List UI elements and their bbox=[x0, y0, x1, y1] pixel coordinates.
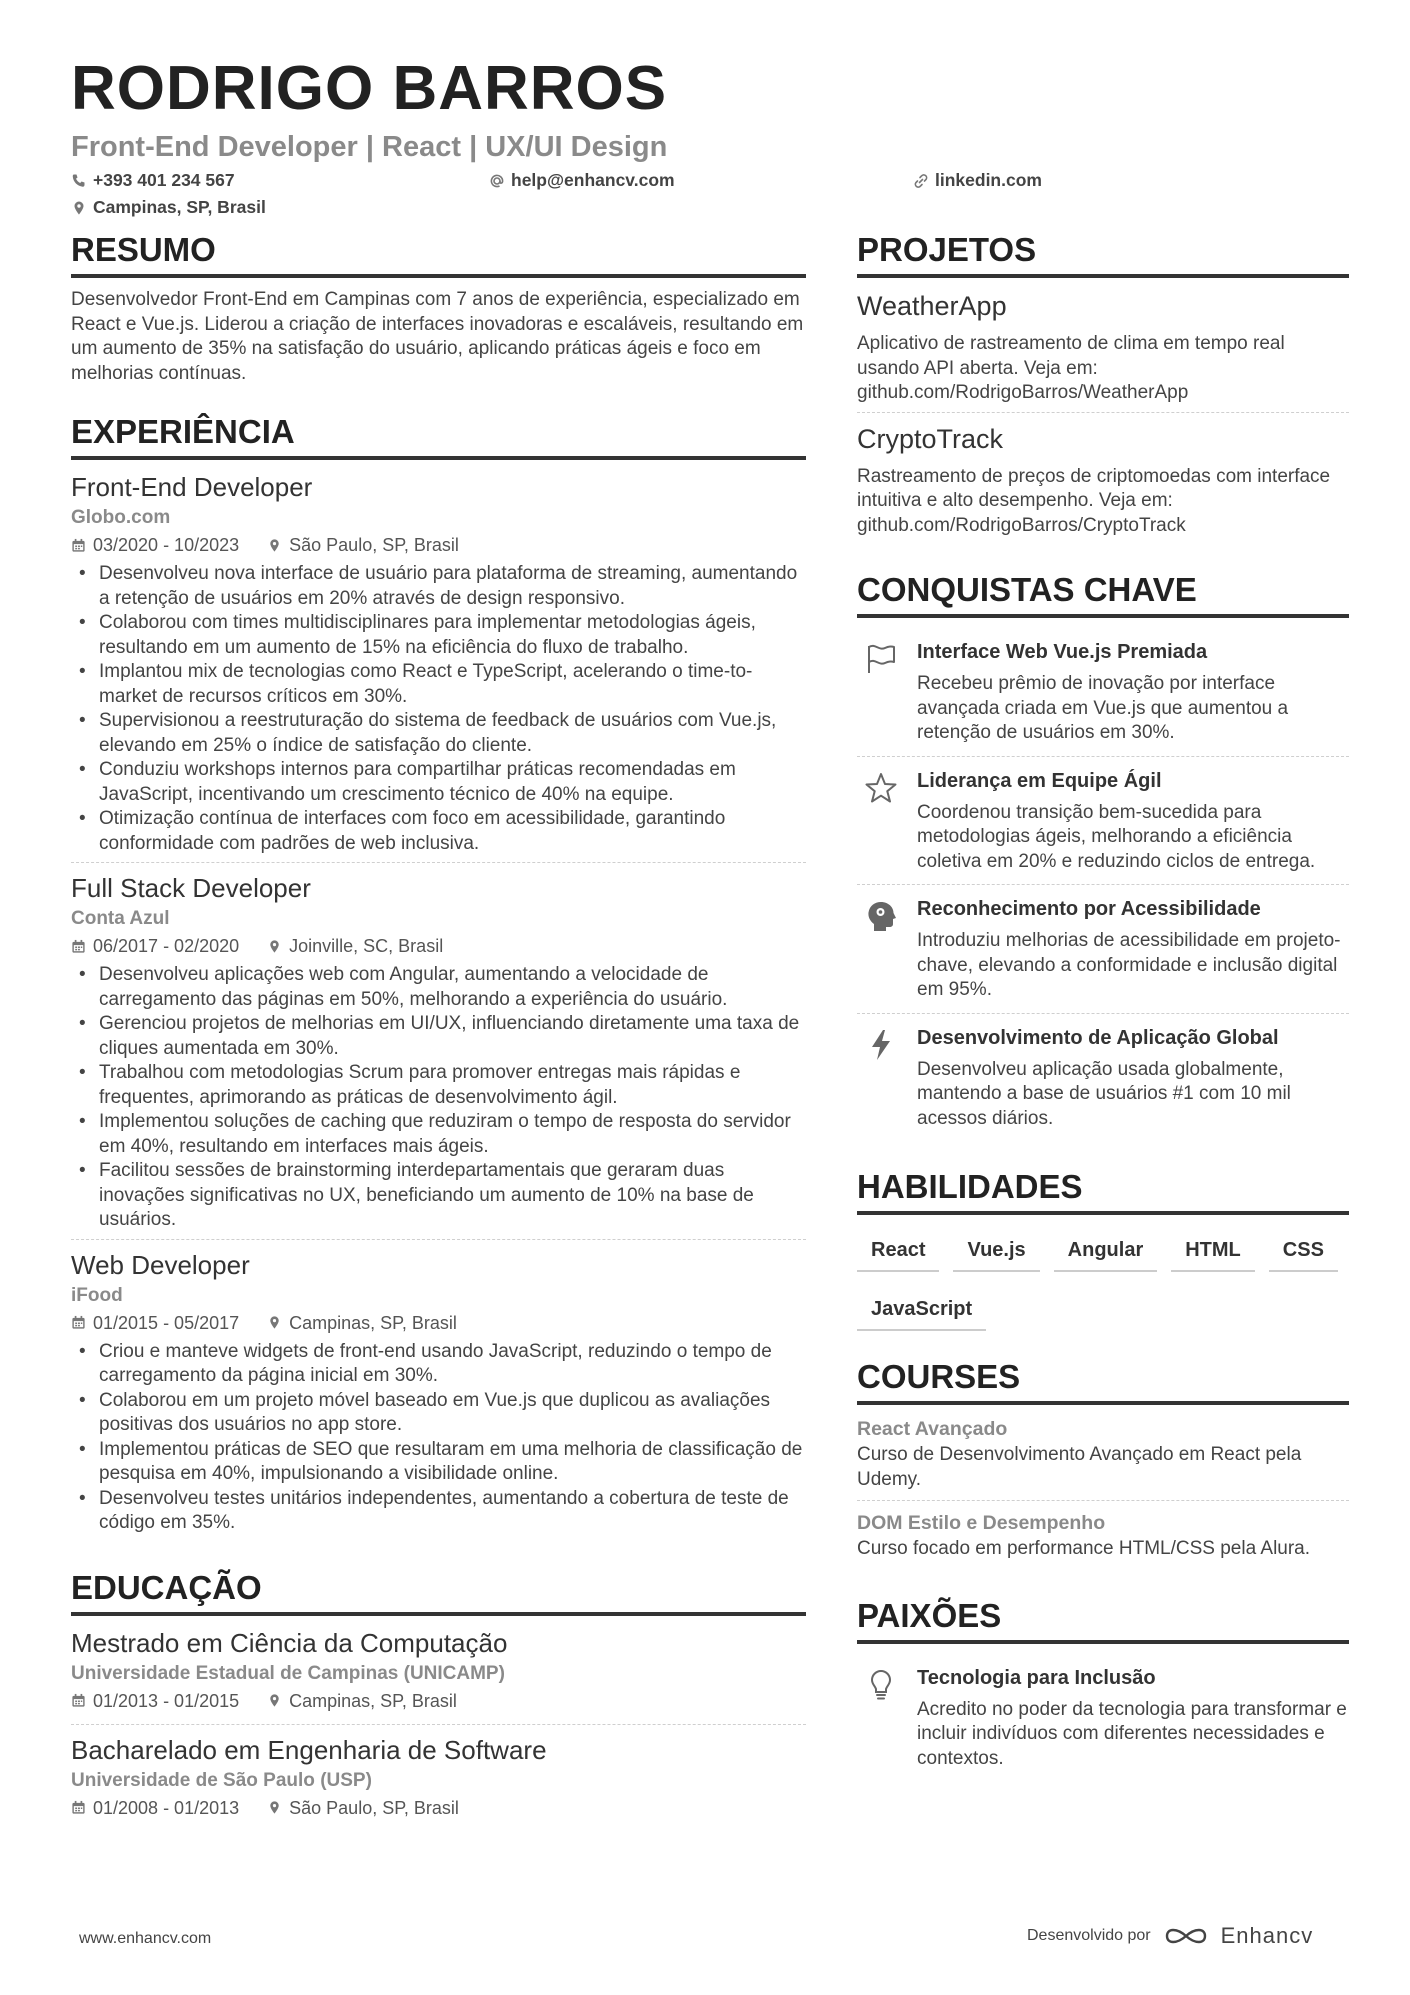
contact-info bbox=[71, 170, 1351, 226]
passion-text: Acredito no poder da tecnologia para transformar e incluir indivíduos com diferentes necessidades e contextos. bbox=[917, 1698, 1347, 1769]
linkedin-text: linkedin.com bbox=[935, 170, 1042, 190]
bullet-item: • Colaborou em um projeto móvel baseado em Vue.js que duplicou as avaliações positivas dos usuários no app store. bbox=[71, 1389, 806, 1438]
passion-title: Tecnologia para Inclusão bbox=[917, 1666, 1156, 1689]
job-title: Web Developer bbox=[71, 1249, 250, 1280]
achievement-icon-wrap bbox=[857, 767, 905, 875]
brand-name: Enhancv bbox=[1220, 1923, 1314, 1948]
job-location-text: Campinas, SP, Brasil bbox=[289, 1312, 457, 1333]
right-column bbox=[857, 228, 1349, 1805]
education-location bbox=[267, 1795, 459, 1821]
course-entry bbox=[857, 1500, 1349, 1570]
achievement-item bbox=[857, 756, 1349, 885]
contact-location bbox=[71, 197, 266, 218]
calendar-icon bbox=[71, 1800, 86, 1815]
star-icon bbox=[864, 771, 898, 805]
job-bullets bbox=[71, 1340, 806, 1536]
achievement-icon-wrap bbox=[857, 895, 905, 1003]
job-meta bbox=[71, 532, 806, 558]
education-dates-text: 01/2008 - 01/2013 bbox=[93, 1797, 240, 1818]
education-title: EDUCAÇÃO bbox=[71, 1566, 806, 1616]
achievement-text: Introduziu melhorias de acessibilidade em projeto-chave, elevando a conformidade e inclusão digital em 95%. bbox=[917, 930, 1341, 1000]
course-description: Curso focado em performance HTML/CSS pela Alura. bbox=[857, 1538, 1311, 1559]
achievement-title: Liderança em Equipe Ágil bbox=[917, 769, 1162, 792]
phone-icon bbox=[71, 173, 87, 189]
course-name: DOM Estilo e Desempenho bbox=[857, 1512, 1106, 1534]
bullet-item: • Gerenciou projetos de melhorias em UI/UX, influenciando diretamente uma taxa de cliques aumentada em 30%. bbox=[71, 1012, 806, 1061]
job-location-text: Joinville, SC, Brasil bbox=[289, 936, 444, 956]
achievement-item bbox=[857, 1013, 1349, 1142]
achievement-title: Desenvolvimento de Aplicação Global bbox=[917, 1026, 1279, 1049]
project-description: Aplicativo de rastreamento de clima em tempo real usando API aberta. Veja em: github.com/RodrigoBarros/WeatherApp bbox=[857, 333, 1285, 403]
calendar-icon bbox=[71, 1693, 86, 1708]
job-dates bbox=[71, 1310, 239, 1336]
job-meta bbox=[71, 933, 806, 959]
job-title: Full Stack Developer bbox=[71, 873, 311, 903]
bullet-item: • Conduziu workshops internos para compartilhar práticas recomendadas em JavaScript, incentivando um crescimento técnico de 40% na equipe. bbox=[71, 758, 806, 807]
bullet-item: • Implementou soluções de caching que reduziram o tempo de resposta do servidor em 40%, resultando em interfaces mais ágeis. bbox=[71, 1110, 806, 1159]
skill-tag: React bbox=[857, 1233, 939, 1272]
job-location-text: São Paulo, SP, Brasil bbox=[289, 535, 459, 555]
bullet-item: • Facilitou sessões de brainstorming interdepartamentais que geraram duas inovações significativas no UX, beneficiando um aumento de 10% na base de usuários. bbox=[71, 1159, 806, 1233]
course-name: React Avançado bbox=[857, 1418, 1008, 1440]
education-location-text: São Paulo, SP, Brasil bbox=[289, 1797, 459, 1818]
experience-section bbox=[71, 410, 806, 1542]
location-pin-icon bbox=[267, 1800, 282, 1815]
projects-section bbox=[857, 228, 1349, 544]
skill-tag: HTML bbox=[1171, 1233, 1255, 1272]
achievement-body bbox=[917, 1024, 1349, 1132]
calendar-icon bbox=[71, 939, 86, 954]
education-location bbox=[267, 1688, 457, 1714]
bullet-item: • Desenvolveu nova interface de usuário para plataforma de streaming, aumentando a retenção de usuários em 20% através de design responsivo. bbox=[71, 562, 806, 611]
bullet-item: • Desenvolveu testes unitários independentes, aumentando a cobertura de teste de código em 35%. bbox=[71, 1487, 806, 1536]
calendar-icon bbox=[71, 1315, 86, 1330]
head-icon bbox=[864, 899, 898, 933]
candidate-subtitle: Front-End Developer | React | UX/UI Design bbox=[71, 131, 668, 163]
education-meta bbox=[71, 1688, 806, 1714]
school-name: Universidade Estadual de Campinas (UNICAMP) bbox=[71, 1662, 505, 1684]
summary-title: RESUMO bbox=[71, 228, 806, 278]
passion-item bbox=[857, 1654, 1349, 1782]
achievement-icon-wrap bbox=[857, 1024, 905, 1132]
achievement-body bbox=[917, 767, 1349, 875]
education-entry bbox=[71, 1626, 806, 1724]
education-dates bbox=[71, 1688, 239, 1714]
job-dates-text: 06/2017 - 02/2020 bbox=[93, 936, 240, 956]
job-bullets bbox=[71, 963, 806, 1233]
left-column bbox=[71, 228, 806, 1855]
powered-by-text: Desenvolvido por bbox=[1027, 1927, 1151, 1944]
passions-section bbox=[857, 1594, 1349, 1782]
skills-section bbox=[857, 1165, 1349, 1331]
achievement-text: Recebeu prêmio de inovação por interface avançada criada em Vue.js que aumentou a retenção de usuários em 30%. bbox=[917, 673, 1289, 743]
bullet-item: • Implementou práticas de SEO que resultaram em uma melhoria de classificação de pesquisa em 40%, impulsionando a visibilidade online. bbox=[71, 1438, 806, 1487]
location-pin-icon bbox=[267, 1693, 282, 1708]
degree-title: Mestrado em Ciência da Computação bbox=[71, 1627, 508, 1658]
project-name: CryptoTrack bbox=[857, 423, 1004, 454]
job-title: Front-End Developer bbox=[71, 472, 313, 502]
lightbulb-icon bbox=[864, 1668, 898, 1702]
skills-title: HABILIDADES bbox=[857, 1165, 1349, 1215]
bolt-icon bbox=[864, 1028, 898, 1062]
courses-title: COURSES bbox=[857, 1355, 1349, 1405]
job-dates bbox=[71, 933, 239, 959]
job-dates-text: 03/2020 - 10/2023 bbox=[93, 535, 240, 555]
email-text: help@enhancv.com bbox=[511, 170, 675, 190]
achievement-title: Interface Web Vue.js Premiada bbox=[917, 641, 1208, 663]
achievement-icon-wrap bbox=[857, 638, 905, 746]
job-bullets bbox=[71, 562, 806, 856]
achievement-body bbox=[917, 638, 1349, 746]
education-dates-text: 01/2013 - 01/2015 bbox=[93, 1690, 240, 1711]
projects-title: PROJETOS bbox=[857, 228, 1349, 278]
bullet-item: • Implantou mix de tecnologias como React e TypeScript, acelerando o time-to-market de recursos críticos em 30%. bbox=[71, 660, 806, 709]
education-entry bbox=[71, 1724, 806, 1831]
achievements-title: CONQUISTAS CHAVE bbox=[857, 568, 1349, 618]
job-location bbox=[267, 933, 443, 959]
phone-text: +393 401 234 567 bbox=[93, 170, 235, 190]
skill-tag: Vue.js bbox=[953, 1233, 1039, 1272]
achievements-section bbox=[857, 568, 1349, 1141]
job-location bbox=[267, 1310, 457, 1336]
bullet-item: • Supervisionou a reestruturação do sistema de feedback de usuários com Vue.js, elevando em 25% o índice de satisfação do cliente. bbox=[71, 709, 806, 758]
link-icon bbox=[913, 173, 929, 189]
degree-title: Bacharelado em Engenharia de Software bbox=[71, 1734, 547, 1765]
passion-icon-wrap bbox=[857, 1664, 905, 1772]
flag-icon bbox=[864, 642, 898, 676]
location-pin-icon bbox=[267, 939, 282, 954]
summary-text: Desenvolvedor Front-End em Campinas com 7 anos de experiência, especializado em React e Vue.js. Liderou a criação de interfaces inovadoras e escaláveis, resultando em um aumento de 35% na satisfação do usuário, aplicando práticas ágeis e foco em melhorias contínuas. bbox=[71, 289, 804, 384]
bullet-item: • Desenvolveu aplicações web com Angular, aumentando a velocidade de carregamento das páginas em 50%, melhorando a experiência do usuário. bbox=[71, 963, 806, 1012]
job-dates-text: 01/2015 - 05/2017 bbox=[93, 1312, 240, 1333]
education-meta bbox=[71, 1795, 806, 1821]
project-entry bbox=[857, 288, 1349, 412]
bullet-item: • Colaborou com times multidisciplinares para implementar metodologias ágeis, resultando em um aumento de 15% na eficiência do fluxo de trabalho. bbox=[71, 611, 806, 660]
project-description: Rastreamento de preços de criptomoedas com interface intuitiva e alto desempenho. Veja em: github.com/RodrigoBarros/CryptoTrack bbox=[857, 465, 1331, 536]
job-location bbox=[267, 532, 459, 558]
skills-list bbox=[857, 1225, 1349, 1331]
calendar-icon bbox=[71, 538, 86, 553]
school-name: Universidade de São Paulo (USP) bbox=[71, 1769, 372, 1791]
passions-title: PAIXÕES bbox=[857, 1594, 1349, 1644]
experience-entry bbox=[71, 862, 806, 1239]
skill-tag: Angular bbox=[1054, 1233, 1158, 1272]
job-meta bbox=[71, 1310, 806, 1336]
education-dates bbox=[71, 1795, 239, 1821]
location-pin-icon bbox=[71, 200, 87, 216]
job-dates bbox=[71, 532, 239, 558]
achievement-item bbox=[857, 628, 1349, 756]
education-section bbox=[71, 1566, 806, 1831]
achievement-text: Coordenou transição bem-sucedida para metodologias ágeis, melhorando a eficiência coletiva em 20% e reduzindo ciclos de entrega. bbox=[917, 801, 1316, 872]
achievement-text: Desenvolveu aplicação usada globalmente, mantendo a base de usuários #1 com 10 mil acessos diários. bbox=[917, 1058, 1291, 1129]
enhancv-logo-icon bbox=[1163, 1924, 1209, 1948]
course-description: Curso de Desenvolvimento Avançado em React pela Udemy. bbox=[857, 1444, 1302, 1490]
passion-body bbox=[917, 1664, 1349, 1772]
project-entry bbox=[857, 412, 1349, 545]
location-text: Campinas, SP, Brasil bbox=[93, 197, 266, 217]
summary-section bbox=[71, 228, 806, 386]
company-name: Conta Azul bbox=[71, 908, 170, 929]
skill-tag: JavaScript bbox=[857, 1292, 986, 1331]
company-name: Globo.com bbox=[71, 507, 171, 528]
contact-linkedin[interactable] bbox=[913, 170, 1042, 191]
experience-title: EXPERIÊNCIA bbox=[71, 410, 806, 460]
achievement-title: Reconhecimento por Acessibilidade bbox=[917, 898, 1261, 920]
project-name: WeatherApp bbox=[857, 291, 1007, 321]
course-entry bbox=[857, 1415, 1349, 1500]
contact-phone bbox=[71, 170, 235, 191]
footer-branding bbox=[1027, 1923, 1313, 1949]
resume-header bbox=[71, 52, 1351, 226]
experience-entry bbox=[71, 1239, 806, 1542]
candidate-name: RODRIGO BARROS bbox=[71, 54, 668, 123]
bullet-item: • Criou e manteve widgets de front-end usando JavaScript, reduzindo o tempo de carregamento da página inicial em 30%. bbox=[71, 1340, 806, 1389]
achievement-item bbox=[857, 884, 1349, 1013]
experience-entry bbox=[71, 470, 806, 862]
achievement-body bbox=[917, 895, 1349, 1003]
education-location-text: Campinas, SP, Brasil bbox=[289, 1690, 457, 1711]
skill-tag: CSS bbox=[1269, 1233, 1338, 1272]
bullet-item: • Trabalhou com metodologias Scrum para promover entregas mais rápidas e frequentes, aprimorando as práticas de desenvolvimento ágil. bbox=[71, 1061, 806, 1110]
contact-email[interactable] bbox=[489, 170, 675, 191]
courses-section bbox=[857, 1355, 1349, 1570]
location-pin-icon bbox=[267, 538, 282, 553]
company-name: iFood bbox=[71, 1284, 123, 1306]
bullet-item: • Otimização contínua de interfaces com foco em acessibilidade, garantindo conformidade com padrões de web inclusiva. bbox=[71, 807, 806, 856]
location-pin-icon bbox=[267, 1315, 282, 1330]
footer-website[interactable]: www.enhancv.com bbox=[79, 1930, 212, 1947]
at-icon bbox=[489, 173, 505, 189]
